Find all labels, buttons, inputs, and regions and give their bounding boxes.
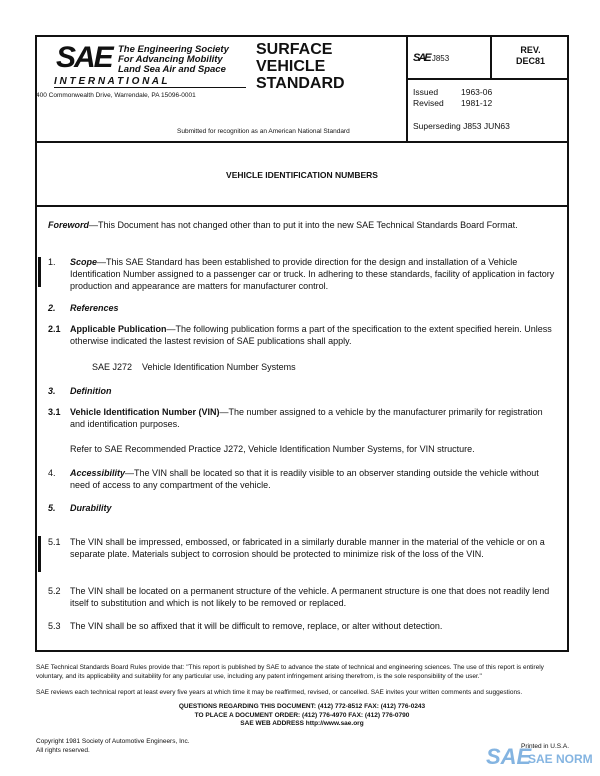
revised-label: Revised: [413, 98, 444, 108]
section-1: [48, 256, 558, 292]
section-3-1-note: Refer to SAE Recommended Practice J272, Vehicle Identification Number Systems, for VIN structure.: [70, 444, 475, 454]
section-number: 3.: [48, 386, 56, 396]
tagline-line: For Advancing Mobility: [118, 54, 223, 65]
address: 400 Commonwealth Drive, Warrendale, PA 15096-0001: [36, 92, 196, 99]
divider: [35, 205, 569, 207]
society-tagline: [118, 45, 229, 75]
tagline-line: Land Sea Air and Space: [118, 64, 226, 75]
section-5: [48, 502, 558, 514]
change-bar: [38, 536, 41, 572]
revision: [492, 45, 569, 67]
submitted-note: Submitted for recognition as an American National Standard: [177, 128, 350, 135]
foreword-heading: Foreword: [48, 220, 90, 230]
section-text: The VIN shall be impressed, embossed, or fabricated in a similarly durable manner in the material of the vehicle or on a separate plate. Materials subject to corrosion should be protected to minimize risk of the loss of the VIN.: [70, 537, 545, 559]
watermark-text: SAE NORM: [528, 752, 593, 766]
review-note: SAE reviews each technical report at least every five years at which time it may be reaffirmed, revised, or cancelled. SAE invites your written comments and suggestions.: [36, 689, 523, 696]
section-heading: Durability: [70, 503, 112, 513]
section-number: 2.1: [48, 324, 61, 334]
sae-logo: SAE: [56, 41, 112, 74]
divider: [35, 141, 569, 143]
section-number: 5.2: [48, 586, 61, 596]
section-text: —The number assigned to a vehicle by the manufacturer primarily for registration and identification purposes.: [70, 407, 543, 429]
document-type: [256, 41, 345, 92]
rev-value: DEC81: [515, 56, 545, 66]
web-address[interactable]: SAE WEB ADDRESS http://www.sae.org: [240, 720, 364, 727]
rev-label: REV.: [520, 45, 541, 55]
section-number: 4.: [48, 468, 56, 478]
doc-number-value: J853: [431, 54, 450, 63]
change-bar: [38, 257, 41, 287]
section-number: 1.: [48, 257, 56, 267]
doc-type-line: SURFACE: [256, 41, 333, 58]
international-wordmark: I N T E R N A T I O N A L: [54, 76, 246, 88]
reference-entry: SAE J272 Vehicle Identification Number Systems: [92, 362, 296, 372]
doc-number: [413, 52, 449, 64]
printed-in: Printed in U.S.A.: [521, 743, 570, 750]
section-heading: Scope: [70, 257, 98, 267]
watermark-logo: SAE: [486, 744, 532, 769]
section-5-1: [48, 536, 558, 560]
section-heading: Accessibility: [70, 468, 126, 478]
copyright: [36, 737, 190, 755]
section-heading: References: [70, 303, 119, 313]
section-number: 3.1: [48, 407, 61, 417]
order-line: TO PLACE A DOCUMENT ORDER: (412) 776-4970 FAX: (412) 776-0790: [194, 711, 410, 719]
revised-value: 1981-12: [461, 98, 493, 108]
section-3-1: [48, 406, 558, 430]
section-5-3: [48, 620, 558, 632]
board-rules: SAE Technical Standards Board Rules provide that: "This report is published by SAE to advance the state of technical and engineering sciences. The use of this report is entirely voluntary, and its applicability and suitability for any particular use, including any patent infringement arising therefrom, is the sole responsibility of the user.": [36, 664, 544, 680]
section-number: 5.: [48, 503, 56, 513]
foreword-text: —This Document has not changed other than to put it into the new SAE Technical Standards Board Format.: [89, 220, 518, 230]
section-heading: Vehicle Identification Number (VIN): [70, 407, 220, 417]
section-text: The VIN shall be located on a permanent structure of the vehicle. A permanent structure is one that does not readily lend itself to substitution and which is not likely to be removed or replaced.: [70, 586, 550, 608]
issued-label: Issued: [413, 87, 439, 97]
divider: [406, 35, 408, 142]
doc-type-line: STANDARD: [256, 75, 345, 92]
section-text: —The following publication forms a part of the specification to the extent specified herein. Unless otherwise indicated the lastest revision of SAE publications shall apply.: [70, 324, 552, 346]
section-5-2: [48, 585, 558, 609]
divider: [406, 78, 569, 80]
section-text: —The VIN shall be located so that it is readily visible to an observer standing outside the vehicle without need of access to any compartment of the vehicle.: [70, 468, 539, 490]
contact-info: [35, 703, 569, 729]
section-text: The VIN shall be so affixed that it will be difficult to remove, replace, or alter without detection.: [70, 621, 443, 631]
section-heading: Definition: [70, 386, 112, 396]
questions-line: QUESTIONS REGARDING THIS DOCUMENT: (412) 772-8512 FAX: (412) 776-0243: [178, 703, 426, 710]
foreword: [48, 219, 558, 231]
sae-logo-small: SAE: [413, 52, 430, 64]
issue-dates: [413, 87, 492, 109]
superseding: Superseding J853 JUN63: [413, 121, 510, 131]
section-2-1: [48, 323, 558, 347]
section-number: 2.: [48, 303, 56, 313]
section-text: —This SAE Standard has been established to provide direction for the design and installation of a Vehicle Identification Number assigned to a passenger car or truck. In adhering to these standards, facility of application in factory production and appearance are matters for manufacturer control.: [70, 257, 555, 291]
tagline-line: The Engineering Society: [118, 44, 229, 55]
issued-value: 1963-06: [461, 87, 493, 97]
document-title: VEHICLE IDENTIFICATION NUMBERS: [226, 170, 378, 180]
rights-line: All rights reserved.: [36, 747, 90, 754]
section-number: 5.1: [48, 537, 61, 547]
section-3: [48, 385, 558, 397]
section-number: 5.3: [48, 621, 61, 631]
copyright-line: Copyright 1981 Society of Automotive Engineers, Inc.: [36, 738, 190, 745]
section-4: [48, 467, 558, 491]
section-heading: Applicable Publication: [70, 324, 167, 334]
section-2: [48, 302, 558, 314]
doc-type-line: VEHICLE: [256, 58, 326, 75]
